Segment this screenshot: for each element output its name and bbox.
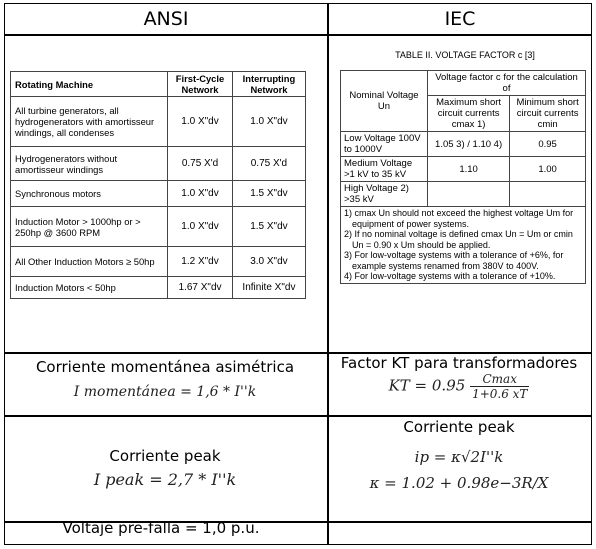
cmin-cell: 0.95 [510,132,586,157]
machine-cell: Induction Motor > 1000hp or > 250hp @ 3600 RPM [11,207,168,247]
machine-cell: All turbine generators, all hydrogenerators with amortisseur windings, all condenses [11,97,168,147]
ansi-header: ANSI [143,8,189,30]
table-row [11,207,306,247]
momentary-current-formula: I momentánea = 1,6 * I''k [73,384,257,400]
table-row [341,132,586,157]
interrupting-cell: 1.5 X"dv [232,207,305,247]
cmax-cell: 1.10 [428,157,510,182]
first-cycle-cell: 1.0 X"dv [168,207,233,247]
kt-factor-title: Factor KT para transformadores [340,354,578,372]
machine-cell: Induction Motors < 50hp [11,277,168,299]
footnote: 2) If no nominal voltage is defined cmax Un = Um or cmin Un = 0.90 x Um should be applied. [344,229,573,250]
interrupting-cell: Infinite X"dv [232,277,305,299]
peak-current-title-iec: Corriente peak [403,418,515,436]
iec-table-notes [341,207,586,284]
voltage-label-cell: Medium Voltage >1 kV to 35 kV [341,157,428,182]
peak-current-formula-iec: ip = κ√2I''k [414,448,504,466]
cmin-header: Minimum short circuit currents cmin [510,96,586,132]
interrupting-cell: 0.75 X'd [232,147,305,181]
footnote: 4) For low-voltage systems with a tolerance of +10%. [344,271,556,281]
col-interrupting: Interrupting Network [232,72,305,97]
machine-cell: All Other Induction Motors ≥ 50hp [11,247,168,277]
kt-denominator: 1+0.6 xT [472,387,528,401]
first-cycle-cell: 1.2 X"dv [168,247,233,277]
row-divider [5,34,591,36]
voltage-factor-header: Voltage factor c for the calculation of [428,71,586,96]
table-row [341,182,586,207]
first-cycle-cell: 1.67 X"dv [168,277,233,299]
kt-lhs: KT = 0.95 [388,376,466,395]
iec-table-title: TABLE II. VOLTAGE FACTOR c [3] [395,50,535,60]
interrupting-cell: 3.0 X"dv [232,247,305,277]
table-row [11,147,306,181]
kappa-formula: κ = 1.02 + 0.98e−3R/X [369,474,549,492]
machine-cell: Hydrogenerators without amortisseur windings [11,147,168,181]
peak-current-formula-ansi: I peak = 2,7 * I''k [93,470,237,489]
cmin-cell [510,182,586,207]
footnote: 3) For low-voltage systems with a tolerance of +6%, for example systems renamed from 380V to 400V. [344,250,564,271]
first-cycle-cell: 0.75 X'd [168,147,233,181]
kt-numerator: Cmax [470,372,529,387]
peak-current-title-ansi: Corriente peak [109,447,221,465]
iec-voltage-factor-table [340,70,586,284]
first-cycle-cell: 1.0 X"dv [168,97,233,147]
voltage-label-cell: Low Voltage 100V to 1000V [341,132,428,157]
first-cycle-cell: 1.0 X"dv [168,181,233,207]
voltage-label-cell: High Voltage 2) >35 kV [341,182,428,207]
kt-factor-formula [326,372,592,401]
col-first-cycle: First-Cycle Network [168,72,233,97]
table-row [11,277,306,299]
table-row [341,157,586,182]
cmax-cell: 1.05 3) / 1.10 4) [428,132,510,157]
col-rotating-machine: Rotating Machine [11,72,168,97]
row-divider [5,415,591,417]
table-row [11,97,306,147]
iec-header: IEC [444,8,476,30]
cmax-header: Maximum short circuit currents cmax 1) [428,96,510,132]
table-row [11,247,306,277]
cmax-cell [428,182,510,207]
interrupting-cell: 1.5 X"dv [232,181,305,207]
kt-fraction [470,372,529,401]
ansi-machine-table [10,71,306,299]
prefault-voltage: Voltaje pre-falla = 1,0 p.u. [62,519,260,537]
machine-cell: Synchronous motors [11,181,168,207]
cmin-cell: 1.00 [510,157,586,182]
nominal-voltage-header: Nominal Voltage Un [341,71,428,132]
momentary-current-title: Corriente momentánea asimétrica [35,358,295,376]
footnote: 1) cmax Un should not exceed the highest voltage Um for equipment of power systems. [344,208,574,229]
table-row [11,181,306,207]
interrupting-cell: 1.0 X"dv [232,97,305,147]
